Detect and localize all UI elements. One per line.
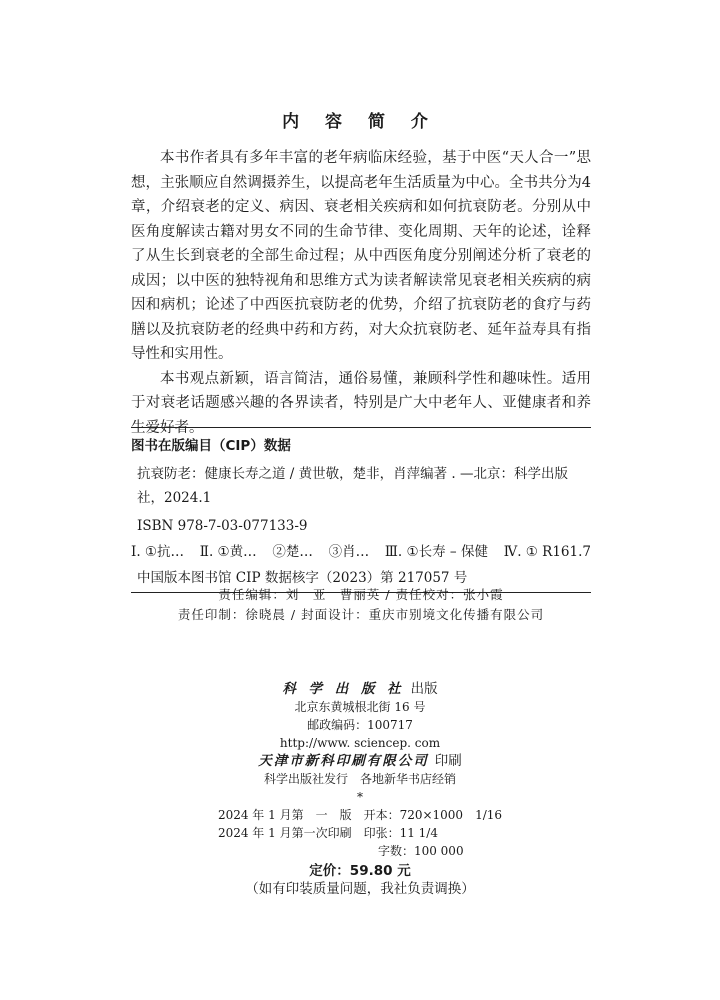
imprint-block xyxy=(0,680,720,898)
cip-number: 中国版本图书馆 CIP 数据核字（2023）第 217057 号 xyxy=(137,570,468,586)
printer-suffix: 印刷 xyxy=(434,753,462,769)
distribution-line: 科学出版社发行 各地新华书店经销 xyxy=(263,772,456,786)
intro-body xyxy=(131,146,591,440)
intro-paragraph: 本书作者具有多年丰富的老年病临床经验，基于中医“天人合一”思想，主张顺应自然调摄养生，以提高老年生活质量为中心。全书共分为4章，介绍衰老的定义、病因、衰老相关疾病和如何抗衰防老。分别从中医角度解读古籍对男女不同的生命节律、变化周期、天年的论述，诠释了从生长到衰老的全部生命过程；从中西医角度分别阐述分析了衰老的成因；以中医的独特视角和思维方式为读者解读常见衰老相关疾病的病因和病机；论述了中西医抗衰防老的优势，介绍了抗衰防老的食疗与药膳以及抗衰防老的经典中药和方药，对大众抗衰防老、延年益寿具有指导性和实用性。 xyxy=(131,150,591,362)
separator-asterisk: * xyxy=(357,790,363,804)
cip-class-item: Ⅲ. ①长寿 – 保健 xyxy=(384,544,488,560)
price: 定价：59.80 元 xyxy=(309,863,411,879)
cip-heading: 图书在版编目（CIP）数据 xyxy=(131,438,291,454)
cip-classification xyxy=(131,542,591,562)
printer-line xyxy=(0,752,720,770)
cip-main-entry: 抗衰防老：健康长寿之道 / 黄世敬，楚非，肖萍编著 . —北京：科学出版社，2024.1 xyxy=(137,466,569,506)
editor-credits xyxy=(131,585,591,625)
cip-block xyxy=(131,427,591,593)
edition-line: 2024 年 1 月第 一 版 开本：720×1000 1/16 xyxy=(217,808,503,822)
cip-class-item: Ⅳ. ① R161.7 xyxy=(503,544,591,560)
word-count: 字数：100 000 xyxy=(377,844,464,858)
publisher-line xyxy=(0,680,720,698)
intro-title: 内 容 简 介 xyxy=(282,112,438,132)
cip-class-item: Ⅱ. ①黄… xyxy=(199,544,257,560)
printing-line: 2024 年 1 月第一次印刷 印张：11 1/4 xyxy=(217,826,438,840)
intro-paragraph: 本书观点新颖，语言简洁，通俗易懂，兼顾科学性和趣味性。适用于对衰老话题感兴趣的各界读者，特别是广大中老年人、亚健康者和养生爱好者。 xyxy=(131,370,591,436)
publisher-name: 科 学 出 版 社 xyxy=(282,681,405,697)
edition-spec xyxy=(218,806,502,860)
cip-class-item: Ⅰ. ①抗… xyxy=(131,544,185,560)
publisher-suffix: 出版 xyxy=(410,681,438,697)
editor-line: 责任编辑：刘 亚 曹丽英 / 责任校对：张小霞 xyxy=(218,587,504,602)
cip-isbn: ISBN 978-7-03-077133-9 xyxy=(137,518,308,534)
cip-class-item: ②楚… xyxy=(272,544,313,560)
editor-line: 责任印制：徐晓晨 / 封面设计：重庆市别境文化传播有限公司 xyxy=(177,607,545,622)
publisher-postcode: 邮政编码：100717 xyxy=(307,718,413,732)
cip-class-item: ③肖… xyxy=(328,544,370,560)
quality-notice: （如有印装质量问题，我社负责调换） xyxy=(245,881,475,897)
publisher-address: 北京东黄城根北街 16 号 xyxy=(294,700,426,714)
printer-name: 天津市新科印刷有限公司 xyxy=(258,753,429,769)
publisher-website: http://www. sciencep. com xyxy=(279,736,441,750)
